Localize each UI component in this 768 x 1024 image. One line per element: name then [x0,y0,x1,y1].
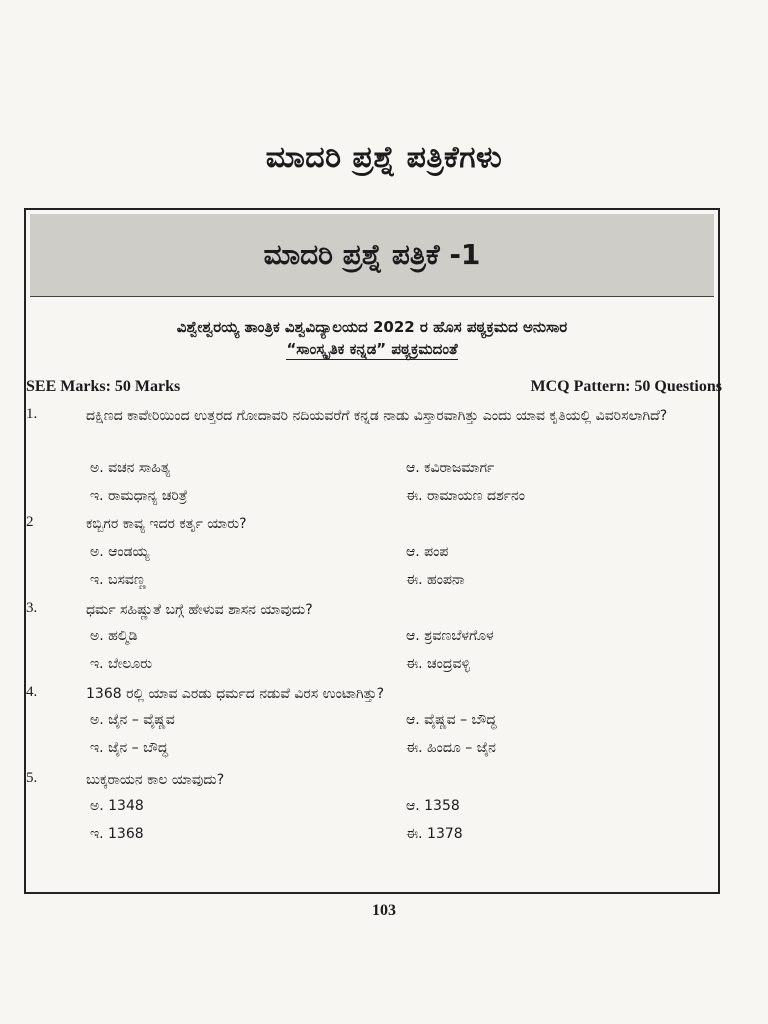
option-a: ಅ. 1348 [90,798,144,814]
option-i: ಇ. 1368 [90,826,144,842]
option-i: ಇ. ರಾಮಧಾನ್ಯ ಚರಿತ್ರೆ [90,488,188,504]
option-i: ಇ. ಬಸವಣ್ಣ [90,572,146,588]
banner-title: ಮಾದರಿ ಪ್ರಶ್ನೆ ಪತ್ರಿಕೆ -1 [263,238,481,271]
mcq-pattern-label: MCQ Pattern: 50 Questions [530,378,722,395]
question-text: ಧರ್ಮ ಸಹಿಷ್ಣುತೆ ಬಗ್ಗೆ ಹೇಳುವ ಶಾಸನ ಯಾವುದು? [86,602,313,618]
option-aa: ಆ. ಶ್ರವಣಬೆಳಗೊಳ [406,628,494,644]
option-i: ಇ. ಜೈನ – ಬೌದ್ಧ [90,740,169,756]
option-ii: ಈ. ಹಿಂದೂ – ಜೈನ [406,740,496,756]
option-aa: ಆ. ವೈಷ್ಣವ – ಬೌದ್ಧ [406,712,497,728]
option-aa: ಆ. ಪಂಪ [406,544,449,560]
subtitle-line-1: ವಿಶ್ವೇಶ್ವರಯ್ಯ ತಾಂತ್ರಿಕ ವಿಶ್ವವಿದ್ಯಾಲಯದ 2022 ರ ಹೊಸ ಪಠ್ಯಕ್ರಮದ ಅನುಸಾರ [176,318,568,336]
option-ii: ಈ. ಹಂಪನಾ [406,572,465,588]
question-text: ಬುಕ್ಕರಾಯನ ಕಾಲ ಯಾವುದು? [86,772,225,788]
see-marks-label: SEE Marks: 50 Marks [26,378,181,395]
option-ii: ಈ. 1378 [406,826,463,842]
option-a: ಅ. ಜೈನ – ವೈಷ್ಣವ [90,712,175,728]
question-paper-frame [24,208,720,894]
question-text: 1368 ರಲ್ಲಿ ಯಾವ ಎರಡು ಧರ್ಮದ ನಡುವೆ ವಿರಸ ಉಂಟಾಗಿತ್ತು? [86,686,385,702]
option-a: ಅ. ವಚನ ಸಾಹಿತ್ಯ [90,460,171,476]
question-number: 1. [26,406,38,422]
question-number: 5. [26,770,38,786]
page-title: ಮಾದರಿ ಪ್ರಶ್ನೆ ಪತ್ರಿಕೆಗಳು [265,140,503,175]
option-aa: ಆ. 1358 [406,798,460,814]
option-i: ಇ. ಬೇಲೂರು [90,656,153,672]
option-ii: ಈ. ಚಂದ್ರವಳ್ಳಿ [406,656,470,672]
option-ii: ಈ. ರಾಮಾಯಣ ದರ್ಶನಂ [406,488,525,504]
question-number: 2 [26,514,34,530]
question-text: ಕಬ್ಬಿಗರ ಕಾವ್ಯ ಇದರ ಕರ್ತೃ ಯಾರು? [86,516,247,532]
question-text: ದಕ್ಷಿಣದ ಕಾವೇರಿಯಿಂದ ಉತ್ತರದ ಗೋದಾವರಿ ನದಿಯವರೆಗೆ ಕನ್ನಡ ನಾಡು ವಿಸ್ತಾರವಾಗಿತ್ತು ಎಂದು ಯಾವ ಕೃತಿಯಲ್ಲಿ ವಿವರಿಸಲಾಗಿದೆ? [86,408,668,424]
option-a: ಅ. ಹಲ್ಮಿಡಿ [90,628,138,644]
subtitle-line-2 [26,340,718,358]
page-number: 103 [372,902,396,919]
subtitle-line-2-text: “ಸಾಂಸ್ಕೃತಿಕ ಕನ್ನಡ” ಪಠ್ಯಕ್ರಮದಂತೆ [286,340,458,358]
option-aa: ಆ. ಕವಿರಾಜಮಾರ್ಗ [406,460,495,476]
option-a: ಅ. ಆಂಡಯ್ಯ [90,544,150,560]
title-banner [30,214,714,297]
question-number: 3. [26,600,38,616]
question-number: 4. [26,684,38,700]
